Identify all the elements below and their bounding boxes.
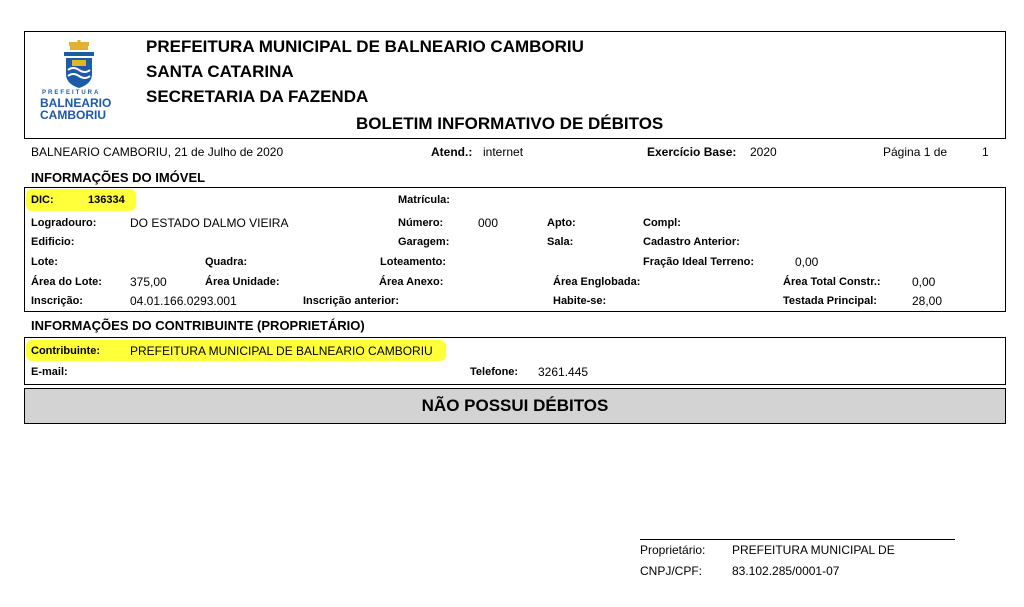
- edificio-label: Edificio:: [31, 236, 75, 248]
- area-englobada-label: Área Englobada:: [553, 276, 641, 288]
- email-label: E-mail:: [31, 366, 68, 378]
- signature-line: [640, 539, 955, 540]
- garagem-label: Garagem:: [398, 236, 450, 248]
- area-lote-value: 375,00: [130, 275, 167, 289]
- numero-label: Número:: [398, 217, 444, 229]
- pagina-total: 1: [982, 145, 989, 159]
- dic-value: 136334: [88, 194, 125, 206]
- org-line1: PREFEITURA MUNICIPAL DE BALNEARIO CAMBORIU: [146, 37, 584, 56]
- document-title: BOLETIM INFORMATIVO DE DÉBITOS: [356, 114, 664, 133]
- telefone-value: 3261.445: [538, 365, 589, 379]
- sala-label: Sala:: [547, 236, 574, 248]
- cnpj-label: CNPJ/CPF:: [640, 564, 703, 578]
- quadra-label: Quadra:: [205, 256, 248, 268]
- compl-label: Compl:: [643, 217, 681, 229]
- org-line2: SANTA CATARINA: [146, 62, 294, 81]
- telefone-label: Telefone:: [470, 366, 519, 378]
- logo-name-line1: BALNEARIO: [40, 96, 112, 110]
- status-text: NÃO POSSUI DÉBITOS: [421, 396, 609, 415]
- contribuinte-section-title: INFORMAÇÕES DO CONTRIBUINTE (PROPRIETÁRIO): [31, 318, 365, 333]
- logo-name-line2: CAMBORIU: [40, 108, 106, 122]
- testada-label: Testada Principal:: [783, 295, 877, 307]
- fracao-label: Fração Ideal Terreno:: [643, 256, 755, 268]
- area-total-label: Área Total Constr.:: [783, 276, 881, 288]
- logradouro-value: DO ESTADO DALMO VIEIRA: [130, 216, 289, 230]
- contribuinte-value: PREFEITURA MUNICIPAL DE BALNEARIO CAMBORIU: [130, 344, 433, 358]
- proprietario-value: PREFEITURA MUNICIPAL DE: [732, 543, 895, 557]
- exercicio-value: 2020: [750, 145, 777, 159]
- proprietario-label: Proprietário:: [640, 543, 706, 557]
- area-unidade-label: Área Unidade:: [205, 276, 280, 288]
- inscricao-anterior-label: Inscrição anterior:: [303, 295, 399, 307]
- status-bar: [24, 388, 1006, 424]
- city-logo: [36, 40, 122, 124]
- contribuinte-label: Contribuinte:: [31, 345, 101, 357]
- pagina-label: Página 1 de: [883, 145, 948, 159]
- atend-value: internet: [483, 145, 524, 159]
- logradouro-label: Logradouro:: [31, 217, 97, 229]
- dic-label: DIC:: [31, 194, 54, 206]
- atend-label: Atend.:: [431, 145, 473, 159]
- cadastro-anterior-label: Cadastro Anterior:: [643, 236, 740, 248]
- city-crest-icon: [36, 40, 122, 96]
- imovel-section-title: INFORMAÇÕES DO IMÓVEL: [31, 170, 206, 185]
- area-anexo-label: Área Anexo:: [379, 276, 444, 288]
- exercicio-label: Exercício Base:: [647, 145, 737, 159]
- location-date: BALNEARIO CAMBORIU, 21 de Julho de 2020: [31, 145, 284, 159]
- org-line3: SECRETARIA DA FAZENDA: [146, 87, 369, 106]
- inscricao-label: Inscrição:: [31, 295, 83, 307]
- habite-se-label: Habite-se:: [553, 295, 607, 307]
- inscricao-value: 04.01.166.0293.001: [130, 294, 237, 308]
- testada-value: 28,00: [912, 294, 943, 308]
- area-total-value: 0,00: [912, 275, 936, 289]
- area-lote-label: Área do Lote:: [31, 276, 102, 288]
- cnpj-value: 83.102.285/0001-07: [732, 564, 840, 578]
- matricula-label: Matrícula:: [398, 194, 450, 206]
- loteamento-label: Loteamento:: [380, 256, 446, 268]
- apto-label: Apto:: [547, 217, 576, 229]
- numero-value: 000: [478, 216, 499, 230]
- lote-label: Lote:: [31, 256, 58, 268]
- fracao-value: 0,00: [795, 255, 819, 269]
- logo-top-text: PREFEITURA: [42, 90, 101, 96]
